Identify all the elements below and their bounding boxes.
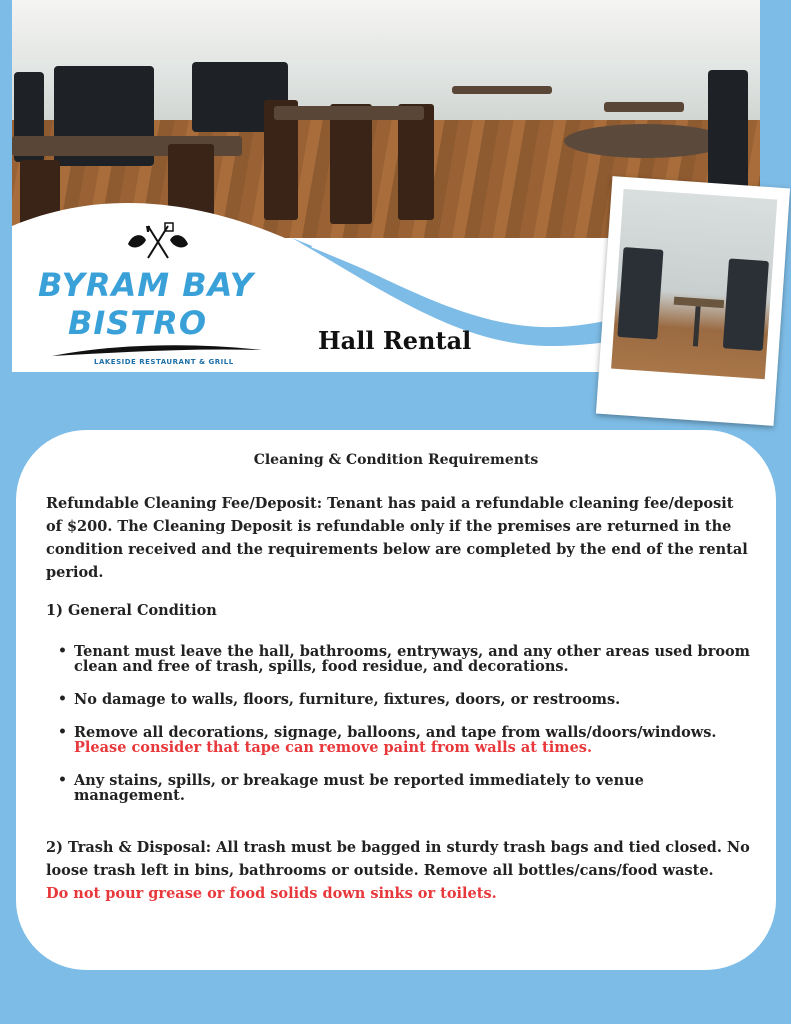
grease-warning: Do not pour grease or food solids down sinks or toilets.	[46, 885, 497, 902]
logo-tagline: LAKESIDE RESTAURANT & GRILL	[94, 358, 234, 366]
logo-line-1: BYRAM BAY	[38, 266, 254, 304]
requirements-card	[16, 430, 776, 970]
list-item	[58, 725, 758, 755]
grill-tools-icon	[118, 222, 198, 262]
list-item	[58, 644, 758, 674]
logo-swoosh	[52, 340, 262, 360]
bistro-logo	[32, 222, 264, 370]
bullet-text: Remove all decorations, signage, balloons, and tape from walls/doors/windows.	[74, 724, 717, 741]
trash-disposal-section	[46, 836, 766, 905]
logo-line-2: BISTRO	[68, 304, 208, 342]
booth-photo	[611, 189, 777, 379]
deposit-intro: Refundable Cleaning Fee/Deposit: Tenant has paid a refundable cleaning fee/deposit of $200. The Cleaning Deposit is refundable only if the premises are returned in the condition received and the requirements below are completed by the end of the rental period.	[46, 495, 748, 581]
bullet-text: Any stains, spills, or breakage must be reported immediately to venue management.	[74, 772, 644, 804]
list-item	[58, 773, 758, 803]
list-item	[58, 692, 758, 707]
polaroid-booth-photo	[596, 176, 790, 426]
page-title: Hall Rental	[318, 326, 472, 355]
section-title: Cleaning & Condition Requirements	[253, 452, 539, 468]
bullet-text: No damage to walls, floors, furniture, fixtures, doors, or restrooms.	[74, 691, 621, 708]
trash-text: 2) Trash & Disposal: All trash must be bagged in sturdy trash bags and tied closed. No loose trash left in bins, bathrooms or outside. Remove all bottles/cans/food waste.	[46, 839, 750, 879]
condition-list	[58, 644, 758, 821]
bullet-text: Tenant must leave the hall, bathrooms, entryways, and any other areas used broom clean and free of trash, spills, food residue, and decorations.	[74, 643, 751, 675]
tape-warning: Please consider that tape can remove paint from walls at times.	[74, 739, 593, 756]
general-condition-heading: 1) General Condition	[46, 602, 217, 619]
